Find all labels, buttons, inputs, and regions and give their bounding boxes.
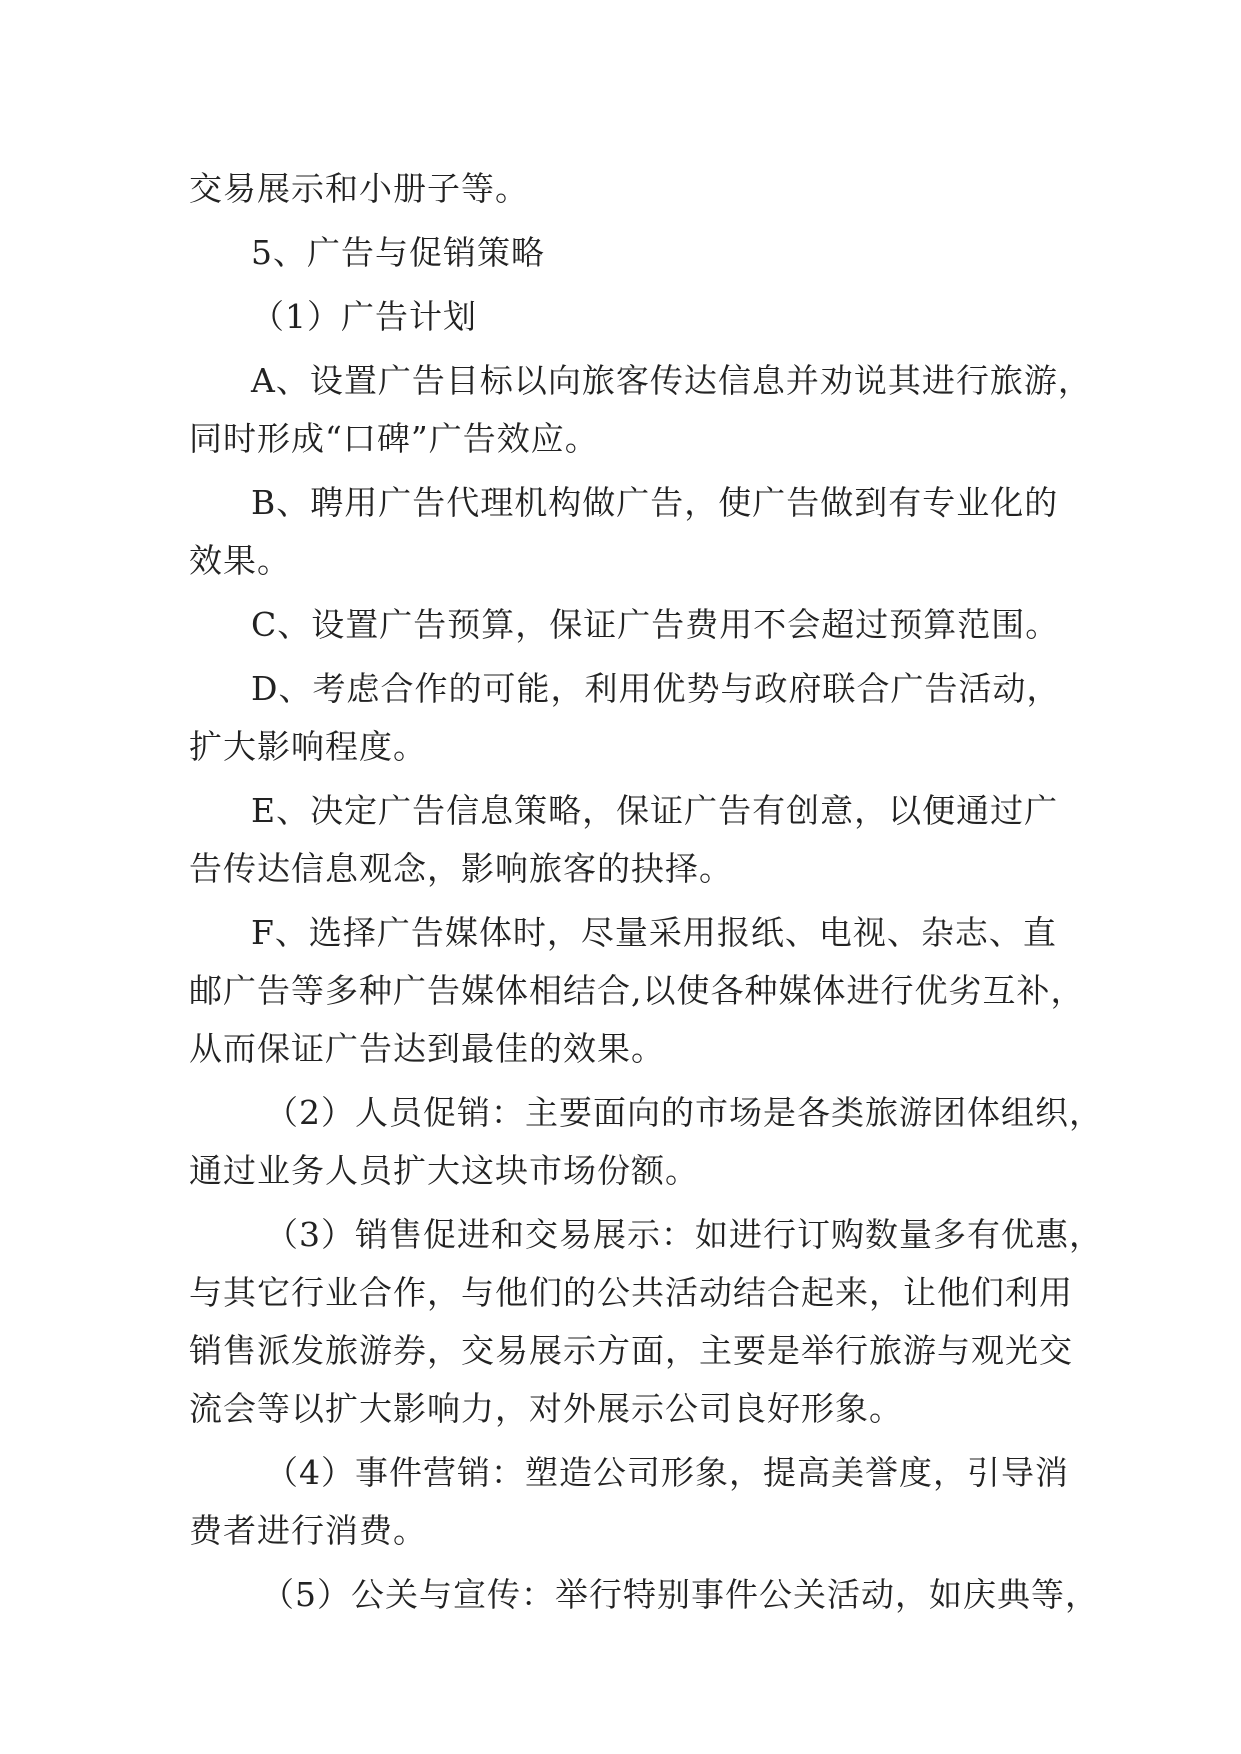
paragraph-line: A、设置广告目标以向旅客传达信息并劝说其进行旅游， [251,361,1092,400]
paragraph-line: （4）事件营销：塑造公司形象，提高美誉度，引导消 [265,1453,1069,1492]
paragraph-line: 同时形成“口碑”广告效应。 [189,419,599,458]
paragraph-line: D、考虑合作的可能，利用优势与政府联合广告活动， [251,669,1061,708]
paragraph-line: 邮广告等多种广告媒体相结合,以使各种媒体进行优劣互补， [189,971,1085,1010]
paragraph-line: B、聘用广告代理机构做广告，使广告做到有专业化的 [251,483,1059,522]
paragraph-line: C、设置广告预算，保证广告费用不会超过预算范围。 [251,605,1060,644]
paragraph-line: 从而保证广告达到最佳的效果。 [189,1029,665,1068]
paragraph-line: 费者进行消费。 [189,1511,427,1550]
subsection-heading: （1）广告计划 [251,297,477,336]
paragraph-line: 与其它行业合作，与他们的公共活动结合起来，让他们利用 [189,1273,1073,1312]
paragraph-line: 流会等以扩大影响力，对外展示公司良好形象。 [189,1389,903,1428]
paragraph-line: （3）销售促进和交易展示：如进行订购数量多有优惠， [265,1215,1103,1254]
section-heading: 5、广告与促销策略 [251,233,545,272]
paragraph-line: 告传达信息观念，影响旅客的抉择。 [189,849,733,888]
paragraph-line: 销售派发旅游券，交易展示方面，主要是举行旅游与观光交 [189,1331,1073,1370]
paragraph-line: E、决定广告信息策略，保证广告有创意，以便通过广 [251,791,1059,830]
paragraph-line: 效果。 [189,541,291,580]
paragraph-line: 扩大影响程度。 [189,727,427,766]
paragraph-line: （2）人员促销：主要面向的市场是各类旅游团体组织， [265,1093,1103,1132]
document-body [189,160,1103,1624]
paragraph-line: 交易展示和小册子等。 [189,169,529,208]
paragraph-line: 通过业务人员扩大这块市场份额。 [189,1151,699,1190]
paragraph-line: （5）公关与宣传：举行特别事件公关活动，如庆典等， [261,1575,1099,1614]
paragraph-line: F、选择广告媒体时，尽量采用报纸、电视、杂志、直 [251,913,1057,952]
